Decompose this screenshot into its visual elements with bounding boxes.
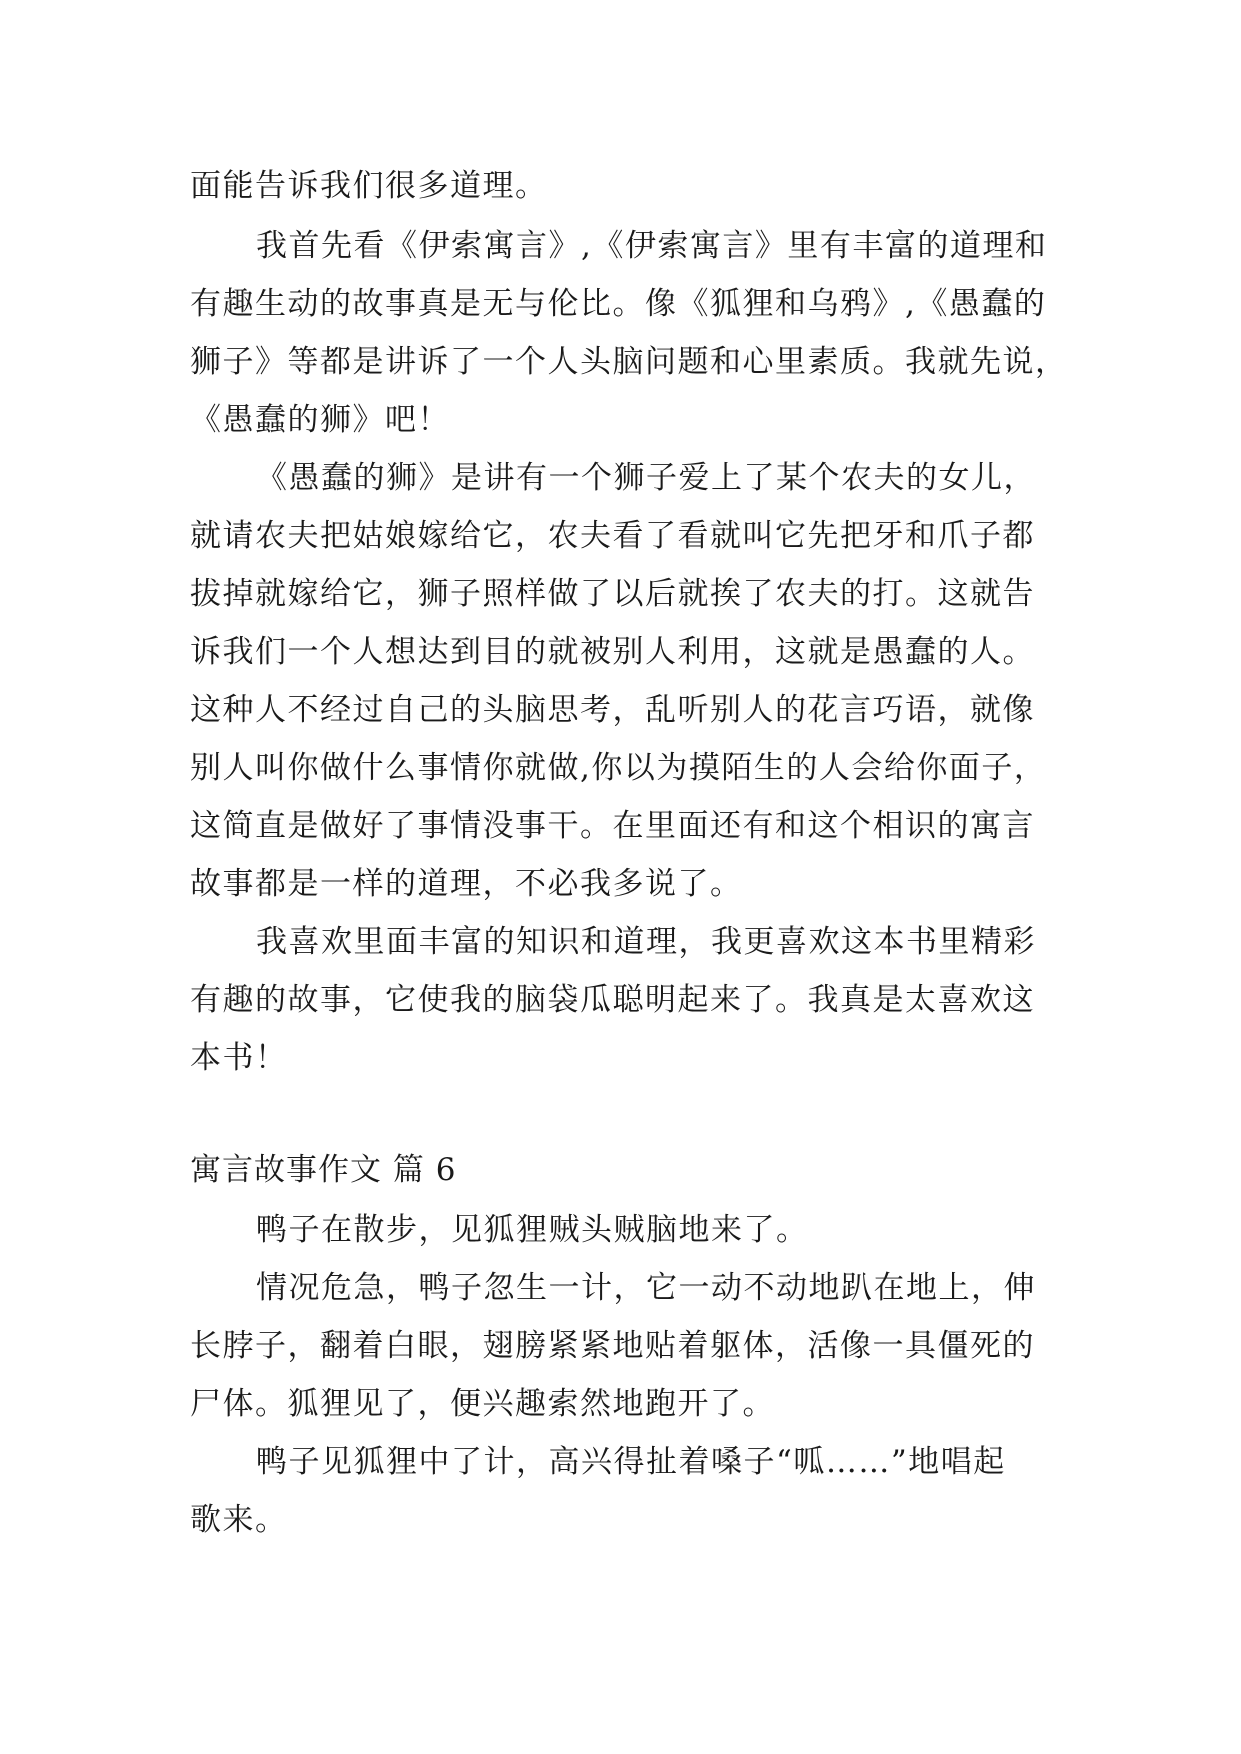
text-line: 《愚蠢的狮》吧！ xyxy=(190,402,450,438)
section-heading: 寓言故事作文 篇 6 xyxy=(190,1152,457,1188)
text-line: 鸭子见狐狸中了计，高兴得扯着嗓子“呱……”地唱起 xyxy=(256,1444,1006,1480)
text-line: 诉我们一个人想达到目的就被别人利用，这就是愚蠢的人。 xyxy=(190,634,1035,670)
text-line: 长脖子，翻着白眼，翅膀紧紧地贴着躯体，活像一具僵死的 xyxy=(190,1328,1035,1364)
text-line: 我喜欢里面丰富的知识和道理，我更喜欢这本书里精彩 xyxy=(256,924,1036,960)
text-line: 这种人不经过自己的头脑思考，乱听别人的花言巧语，就像 xyxy=(190,692,1035,728)
text-line: 别人叫你做什么事情你就做,你以为摸陌生的人会给你面子， xyxy=(190,750,1047,786)
text-line: 尸体。狐狸见了，便兴趣索然地跑开了。 xyxy=(190,1386,775,1422)
text-line: 情况危急，鸭子忽生一计，它一动不动地趴在地上，伸 xyxy=(256,1270,1036,1306)
text-line: 鸭子在散步，见狐狸贼头贼脑地来了。 xyxy=(256,1212,809,1248)
text-line: 拔掉就嫁给它，狮子照样做了以后就挨了农夫的打。这就告 xyxy=(190,576,1035,612)
text-line: 有趣生动的故事真是无与伦比。像《狐狸和乌鸦》,《愚蠢的 xyxy=(190,286,1047,322)
text-line: 《愚蠢的狮》是讲有一个狮子爱上了某个农夫的女儿， xyxy=(256,460,1036,496)
text-line: 故事都是一样的道理，不必我多说了。 xyxy=(190,866,743,902)
text-line: 就请农夫把姑娘嫁给它，农夫看了看就叫它先把牙和爪子都 xyxy=(190,518,1035,554)
text-line: 这简直是做好了事情没事干。在里面还有和这个相识的寓言 xyxy=(190,808,1035,844)
text-line: 狮子》等都是讲诉了一个人头脑问题和心里素质。我就先说， xyxy=(190,344,1068,380)
text-line: 面能告诉我们很多道理。 xyxy=(190,168,548,204)
text-line: 我首先看《伊索寓言》,《伊索寓言》里有丰富的道理和 xyxy=(256,228,1048,264)
text-line: 有趣的故事，它使我的脑袋瓜聪明起来了。我真是太喜欢这 xyxy=(190,982,1035,1018)
text-line: 本书！ xyxy=(190,1040,288,1076)
text-line: 歌来。 xyxy=(190,1502,288,1538)
